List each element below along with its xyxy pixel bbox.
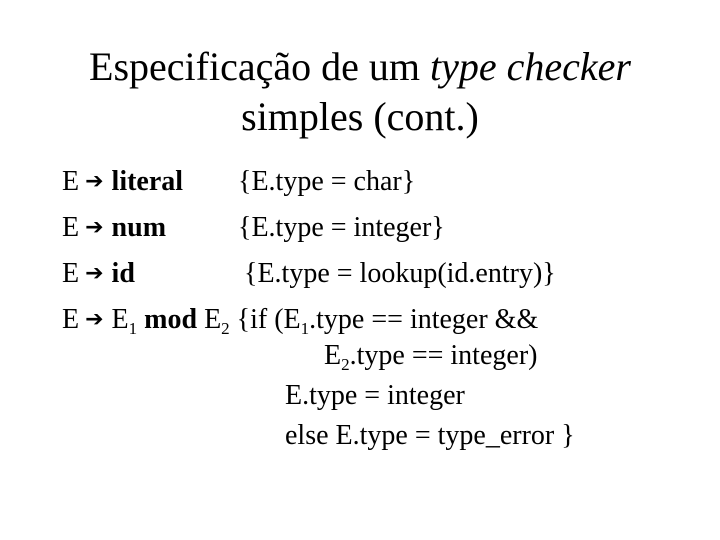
right-arrow-icon: ➔	[85, 215, 104, 240]
lhs-symbol: E	[62, 258, 80, 289]
mod-action-continuation	[324, 340, 537, 372]
semantic-action: {E.type = char}	[238, 166, 416, 197]
production-token: literal	[111, 166, 184, 197]
action-if-start: {if (E	[236, 304, 301, 335]
title-prefix: Especificação de um	[89, 44, 430, 89]
mod-action-else: else E.type = type_error }	[285, 420, 575, 451]
operand-e2: E	[204, 304, 222, 335]
production-token: num	[111, 212, 167, 243]
cont-rest: .type == integer)	[349, 340, 538, 371]
subscript-2: 2	[221, 319, 230, 338]
slide-title	[0, 42, 720, 142]
right-arrow-icon: ➔	[85, 169, 104, 194]
lhs-symbol: E	[62, 304, 80, 335]
semantic-action: {E.type = lookup(id.entry)}	[244, 258, 556, 289]
production-lhs	[62, 166, 183, 198]
production-token: id	[111, 258, 135, 289]
production-lhs	[62, 304, 538, 336]
production-lhs	[62, 212, 166, 244]
mod-action-then: E.type = integer	[285, 380, 465, 411]
lhs-symbol: E	[62, 166, 80, 197]
cont-operand: E	[324, 340, 342, 371]
subscript-1: 1	[128, 319, 138, 338]
production-lhs	[62, 258, 135, 290]
title-line-2: simples (cont.)	[241, 94, 479, 139]
right-arrow-icon: ➔	[85, 307, 104, 332]
mod-operator: mod	[144, 304, 198, 335]
semantic-action: {E.type = integer}	[238, 212, 445, 243]
lhs-symbol: E	[62, 212, 80, 243]
title-italic: type checker	[429, 44, 631, 89]
cont-subscript: 2	[341, 355, 350, 374]
action-if-rest: .type == integer &&	[309, 304, 539, 335]
action-subscript-1: 1	[300, 319, 310, 338]
title-line-1	[0, 42, 720, 92]
operand-e1: E	[111, 304, 129, 335]
right-arrow-icon: ➔	[85, 261, 104, 286]
